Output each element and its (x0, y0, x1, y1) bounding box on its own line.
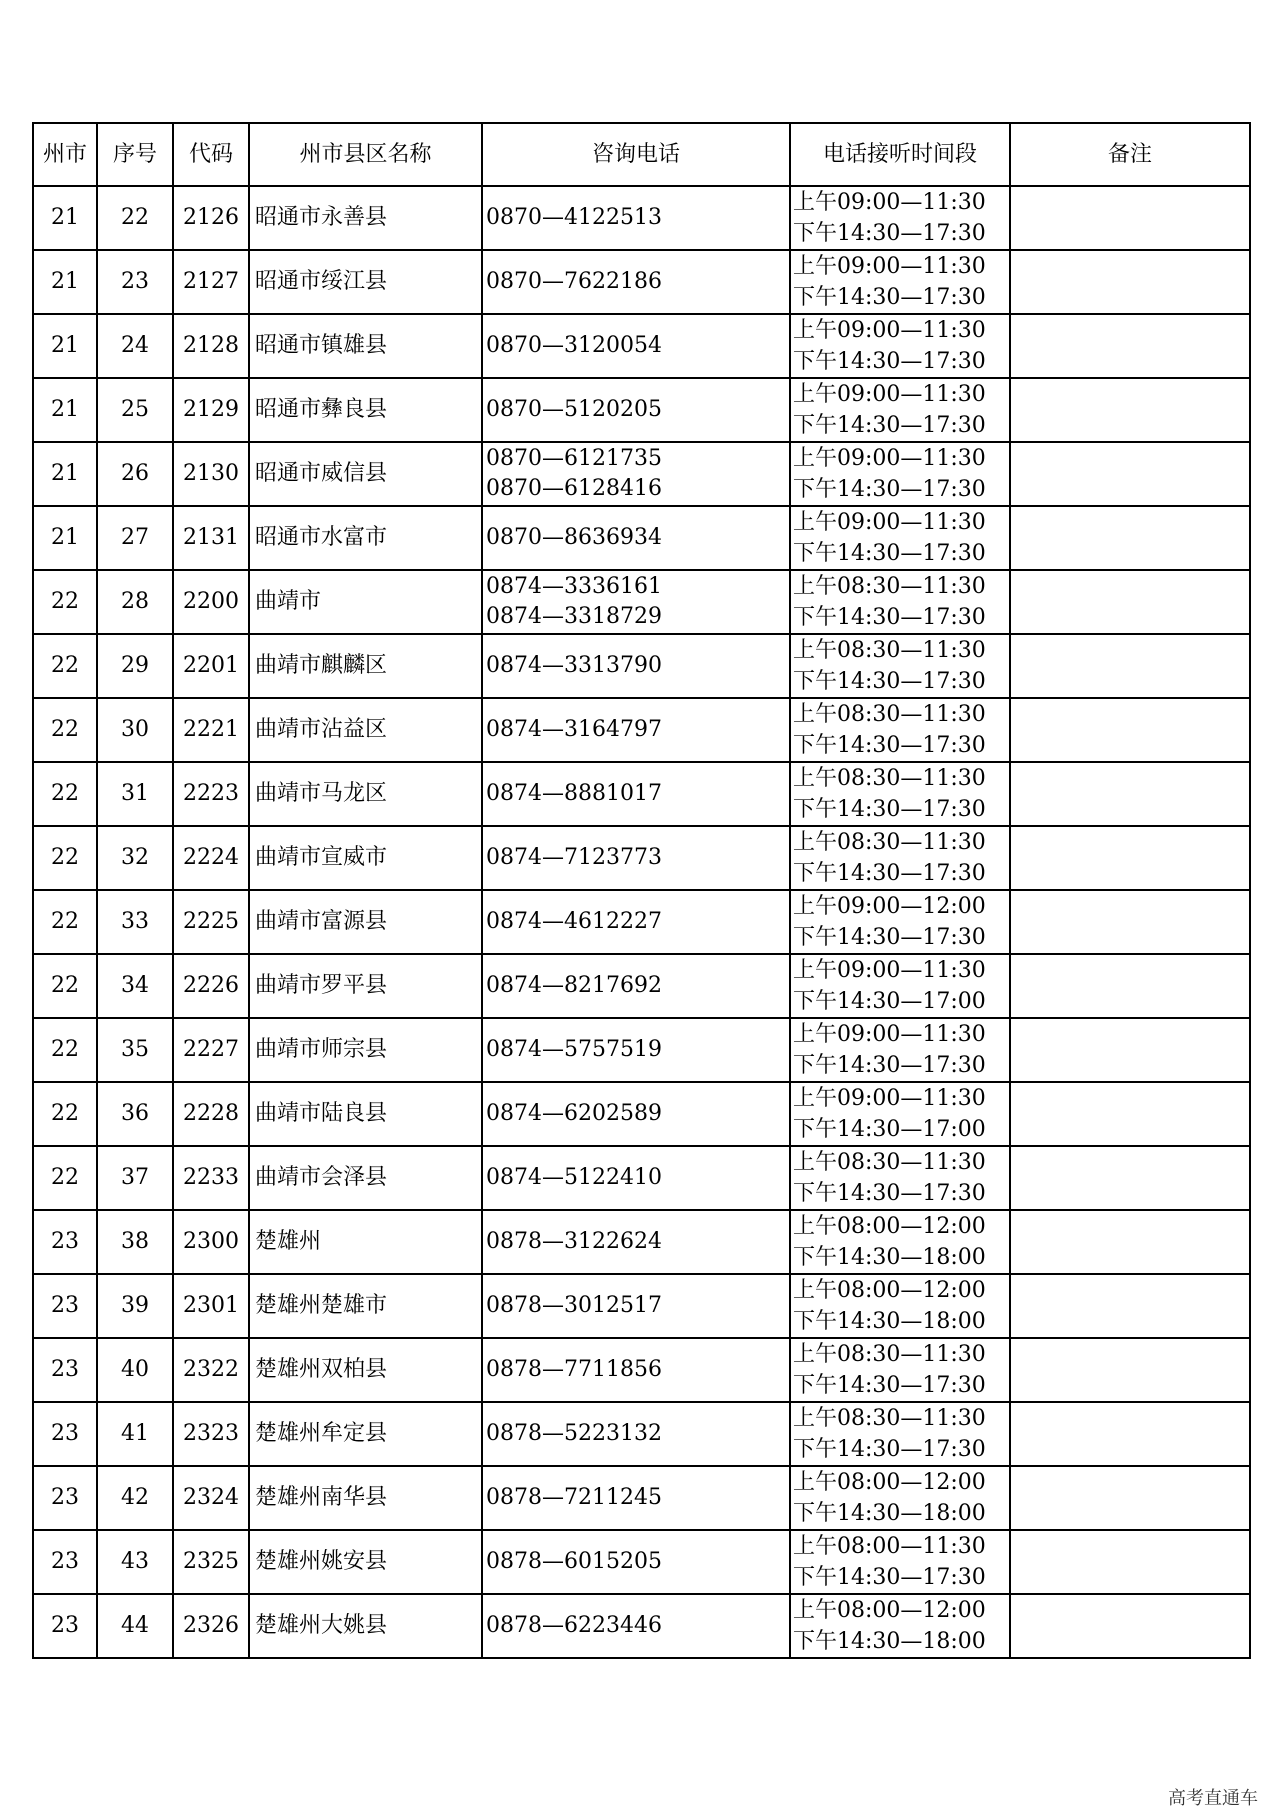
cell-time (790, 250, 1010, 314)
cell-phone (482, 1594, 790, 1658)
cell-phone (482, 314, 790, 378)
cell-xuhao: 37 (97, 1146, 173, 1210)
cell-xuhao: 22 (97, 186, 173, 250)
consultation-phone-table (32, 122, 1251, 1659)
cell-remark (1010, 1210, 1250, 1274)
cell-phone (482, 890, 790, 954)
cell-time (790, 1018, 1010, 1082)
table-row (33, 314, 1250, 378)
cell-name: 曲靖市罗平县 (249, 954, 482, 1018)
time-range: 下午14:30—18:00 (793, 1245, 986, 1270)
watermark: 高考直通车 (1168, 1788, 1258, 1809)
time-range: 下午14:30—17:30 (793, 1181, 986, 1206)
time-range: 上午08:30—11:30 (793, 1342, 986, 1367)
cell-xuhao: 23 (97, 250, 173, 314)
time-range: 下午14:30—17:30 (793, 221, 986, 246)
cell-xuhao: 36 (97, 1082, 173, 1146)
phone-number: 0878—3122624 (486, 1229, 662, 1254)
cell-time (790, 1146, 1010, 1210)
cell-name: 楚雄州大姚县 (249, 1594, 482, 1658)
cell-phone (482, 1082, 790, 1146)
cell-name: 楚雄州双柏县 (249, 1338, 482, 1402)
cell-zhoushi: 23 (33, 1530, 97, 1594)
cell-xuhao: 43 (97, 1530, 173, 1594)
phone-number: 0870—6121735 (486, 446, 662, 471)
table-header-row (33, 123, 1250, 186)
cell-phone (482, 1274, 790, 1338)
phone-number: 0878—3012517 (486, 1293, 662, 1318)
cell-xuhao: 28 (97, 570, 173, 634)
phone-number: 0878—7211245 (486, 1485, 662, 1510)
cell-daima: 2126 (173, 186, 249, 250)
cell-xuhao: 41 (97, 1402, 173, 1466)
cell-daima: 2228 (173, 1082, 249, 1146)
time-range: 下午14:30—17:30 (793, 349, 986, 374)
cell-remark (1010, 1402, 1250, 1466)
time-range: 上午09:00—11:30 (793, 1022, 986, 1047)
cell-phone (482, 1210, 790, 1274)
cell-daima: 2300 (173, 1210, 249, 1274)
cell-time (790, 890, 1010, 954)
cell-zhoushi: 23 (33, 1210, 97, 1274)
header-zhoushi: 州市 (33, 123, 97, 186)
cell-remark (1010, 378, 1250, 442)
cell-phone (482, 954, 790, 1018)
cell-name: 曲靖市陆良县 (249, 1082, 482, 1146)
cell-name: 曲靖市麒麟区 (249, 634, 482, 698)
cell-time (790, 954, 1010, 1018)
time-range: 上午08:30—11:30 (793, 638, 986, 663)
cell-daima: 2322 (173, 1338, 249, 1402)
time-range: 上午09:00—11:30 (793, 318, 986, 343)
phone-number: 0870—5120205 (486, 397, 662, 422)
cell-time (790, 1466, 1010, 1530)
phone-number: 0874—7123773 (486, 845, 662, 870)
cell-phone (482, 634, 790, 698)
header-phone: 咨询电话 (482, 123, 790, 186)
cell-phone (482, 1018, 790, 1082)
cell-name: 曲靖市师宗县 (249, 1018, 482, 1082)
header-name: 州市县区名称 (249, 123, 482, 186)
cell-xuhao: 32 (97, 826, 173, 890)
cell-name: 昭通市威信县 (249, 442, 482, 506)
cell-zhoushi: 21 (33, 186, 97, 250)
cell-time (790, 570, 1010, 634)
cell-zhoushi: 22 (33, 954, 97, 1018)
phone-number: 0878—7711856 (486, 1357, 662, 1382)
cell-remark (1010, 1082, 1250, 1146)
cell-daima: 2227 (173, 1018, 249, 1082)
time-range: 下午14:30—17:30 (793, 1373, 986, 1398)
cell-name: 曲靖市马龙区 (249, 762, 482, 826)
time-range: 下午14:30—18:00 (793, 1309, 986, 1334)
header-remark: 备注 (1010, 123, 1250, 186)
table-row (33, 1466, 1250, 1530)
cell-xuhao: 38 (97, 1210, 173, 1274)
cell-name: 曲靖市 (249, 570, 482, 634)
cell-daima: 2323 (173, 1402, 249, 1466)
table-row (33, 378, 1250, 442)
phone-number: 0878—6015205 (486, 1549, 662, 1574)
cell-phone (482, 442, 790, 506)
cell-time (790, 826, 1010, 890)
cell-daima: 2129 (173, 378, 249, 442)
time-range: 下午14:30—17:30 (793, 1565, 986, 1590)
time-range: 上午08:00—12:00 (793, 1278, 986, 1303)
time-range: 下午14:30—17:30 (793, 477, 986, 502)
time-range: 上午09:00—11:30 (793, 190, 986, 215)
cell-daima: 2326 (173, 1594, 249, 1658)
phone-number: 0874—4612227 (486, 909, 662, 934)
cell-phone (482, 1530, 790, 1594)
cell-zhoushi: 22 (33, 570, 97, 634)
cell-time (790, 698, 1010, 762)
time-range: 上午09:00—11:30 (793, 510, 986, 535)
cell-remark (1010, 186, 1250, 250)
phone-number: 0870—3120054 (486, 333, 662, 358)
cell-xuhao: 39 (97, 1274, 173, 1338)
header-daima: 代码 (173, 123, 249, 186)
cell-xuhao: 40 (97, 1338, 173, 1402)
phone-number: 0870—6128416 (486, 476, 662, 501)
cell-zhoushi: 21 (33, 506, 97, 570)
cell-name: 昭通市绥江县 (249, 250, 482, 314)
time-range: 下午14:30—17:30 (793, 1053, 986, 1078)
cell-zhoushi: 21 (33, 314, 97, 378)
cell-daima: 2233 (173, 1146, 249, 1210)
cell-phone (482, 762, 790, 826)
phone-number: 0870—4122513 (486, 205, 662, 230)
time-range: 上午09:00—11:30 (793, 958, 986, 983)
time-range: 上午09:00—11:30 (793, 446, 986, 471)
time-range: 下午14:30—18:00 (793, 1629, 986, 1654)
phone-number: 0878—5223132 (486, 1421, 662, 1446)
cell-time (790, 378, 1010, 442)
cell-zhoushi: 22 (33, 1082, 97, 1146)
cell-daima: 2223 (173, 762, 249, 826)
time-range: 上午08:00—12:00 (793, 1214, 986, 1239)
time-range: 上午08:30—11:30 (793, 574, 986, 599)
time-range: 下午14:30—17:30 (793, 925, 986, 950)
cell-phone (482, 1466, 790, 1530)
cell-xuhao: 34 (97, 954, 173, 1018)
cell-zhoushi: 21 (33, 250, 97, 314)
cell-time (790, 506, 1010, 570)
cell-name: 昭通市水富市 (249, 506, 482, 570)
cell-xuhao: 27 (97, 506, 173, 570)
table-row (33, 186, 1250, 250)
phone-number: 0874—3313790 (486, 653, 662, 678)
phone-number: 0874—6202589 (486, 1101, 662, 1126)
table-row (33, 762, 1250, 826)
cell-phone (482, 1402, 790, 1466)
time-range: 下午14:30—17:30 (793, 285, 986, 310)
time-range: 下午14:30—17:30 (793, 797, 986, 822)
cell-name: 楚雄州南华县 (249, 1466, 482, 1530)
cell-xuhao: 44 (97, 1594, 173, 1658)
cell-daima: 2325 (173, 1530, 249, 1594)
phone-number: 0874—3164797 (486, 717, 662, 742)
cell-time (790, 634, 1010, 698)
phone-number: 0878—6223446 (486, 1613, 662, 1638)
time-range: 上午09:00—12:00 (793, 894, 986, 919)
cell-phone (482, 378, 790, 442)
cell-remark (1010, 890, 1250, 954)
phone-number: 0874—3336161 (486, 574, 662, 599)
phone-number: 0874—8217692 (486, 973, 662, 998)
phone-number: 0874—8881017 (486, 781, 662, 806)
cell-daima: 2131 (173, 506, 249, 570)
cell-time (790, 442, 1010, 506)
header-time: 电话接听时间段 (790, 123, 1010, 186)
cell-time (790, 1594, 1010, 1658)
cell-zhoushi: 23 (33, 1466, 97, 1530)
cell-daima: 2224 (173, 826, 249, 890)
time-range: 下午14:30—17:30 (793, 733, 986, 758)
time-range: 下午14:30—17:30 (793, 1437, 986, 1462)
cell-name: 曲靖市会泽县 (249, 1146, 482, 1210)
table-row (33, 1530, 1250, 1594)
cell-time (790, 1402, 1010, 1466)
cell-xuhao: 30 (97, 698, 173, 762)
time-range: 上午08:30—11:30 (793, 1150, 986, 1175)
time-range: 上午08:00—12:00 (793, 1470, 986, 1495)
cell-name: 楚雄州楚雄市 (249, 1274, 482, 1338)
time-range: 上午08:00—11:30 (793, 1534, 986, 1559)
cell-xuhao: 29 (97, 634, 173, 698)
time-range: 上午09:00—11:30 (793, 1086, 986, 1111)
cell-phone (482, 1146, 790, 1210)
table-row (33, 1402, 1250, 1466)
cell-remark (1010, 314, 1250, 378)
cell-name: 昭通市永善县 (249, 186, 482, 250)
time-range: 下午14:30—17:30 (793, 541, 986, 566)
phone-number: 0874—3318729 (486, 604, 662, 629)
cell-xuhao: 25 (97, 378, 173, 442)
cell-zhoushi: 22 (33, 634, 97, 698)
cell-xuhao: 26 (97, 442, 173, 506)
cell-remark (1010, 570, 1250, 634)
cell-remark (1010, 634, 1250, 698)
cell-zhoushi: 22 (33, 698, 97, 762)
cell-zhoushi: 23 (33, 1274, 97, 1338)
phone-number: 0874—5122410 (486, 1165, 662, 1190)
cell-xuhao: 24 (97, 314, 173, 378)
time-range: 上午09:00—11:30 (793, 254, 986, 279)
time-range: 下午14:30—17:30 (793, 413, 986, 438)
cell-name: 曲靖市富源县 (249, 890, 482, 954)
cell-zhoushi: 22 (33, 890, 97, 954)
cell-zhoushi: 22 (33, 1146, 97, 1210)
cell-name: 楚雄州 (249, 1210, 482, 1274)
cell-phone (482, 570, 790, 634)
cell-phone (482, 826, 790, 890)
table-row (33, 1210, 1250, 1274)
table-row (33, 506, 1250, 570)
cell-zhoushi: 21 (33, 378, 97, 442)
phone-number: 0874—5757519 (486, 1037, 662, 1062)
cell-time (790, 186, 1010, 250)
cell-time (790, 762, 1010, 826)
cell-name: 楚雄州牟定县 (249, 1402, 482, 1466)
cell-xuhao: 33 (97, 890, 173, 954)
cell-zhoushi: 22 (33, 826, 97, 890)
cell-remark (1010, 698, 1250, 762)
cell-name: 昭通市彝良县 (249, 378, 482, 442)
phone-number: 0870—7622186 (486, 269, 662, 294)
table-row (33, 1082, 1250, 1146)
table-row (33, 890, 1250, 954)
cell-daima: 2225 (173, 890, 249, 954)
cell-remark (1010, 1530, 1250, 1594)
cell-remark (1010, 506, 1250, 570)
time-range: 下午14:30—17:30 (793, 861, 986, 886)
cell-zhoushi: 22 (33, 762, 97, 826)
cell-time (790, 1210, 1010, 1274)
table-row (33, 1274, 1250, 1338)
cell-remark (1010, 1594, 1250, 1658)
phone-number: 0870—8636934 (486, 525, 662, 550)
time-range: 上午08:30—11:30 (793, 766, 986, 791)
time-range: 上午08:30—11:30 (793, 1406, 986, 1431)
cell-remark (1010, 954, 1250, 1018)
table-row (33, 250, 1250, 314)
table-row (33, 954, 1250, 1018)
time-range: 下午14:30—17:30 (793, 669, 986, 694)
time-range: 下午14:30—17:30 (793, 605, 986, 630)
cell-time (790, 1338, 1010, 1402)
cell-remark (1010, 442, 1250, 506)
table-row (33, 570, 1250, 634)
cell-remark (1010, 250, 1250, 314)
cell-time (790, 1082, 1010, 1146)
cell-xuhao: 42 (97, 1466, 173, 1530)
cell-remark (1010, 762, 1250, 826)
table-row (33, 1146, 1250, 1210)
cell-daima: 2128 (173, 314, 249, 378)
cell-zhoushi: 23 (33, 1402, 97, 1466)
cell-daima: 2226 (173, 954, 249, 1018)
cell-phone (482, 506, 790, 570)
time-range: 上午08:00—12:00 (793, 1598, 986, 1623)
cell-remark (1010, 1274, 1250, 1338)
cell-time (790, 1530, 1010, 1594)
table-row (33, 634, 1250, 698)
cell-name: 曲靖市宣威市 (249, 826, 482, 890)
cell-daima: 2221 (173, 698, 249, 762)
cell-name: 曲靖市沾益区 (249, 698, 482, 762)
table-body (33, 186, 1250, 1658)
cell-daima: 2324 (173, 1466, 249, 1530)
cell-xuhao: 35 (97, 1018, 173, 1082)
time-range: 上午08:30—11:30 (793, 702, 986, 727)
cell-remark (1010, 826, 1250, 890)
cell-name: 楚雄州姚安县 (249, 1530, 482, 1594)
cell-phone (482, 186, 790, 250)
cell-daima: 2301 (173, 1274, 249, 1338)
cell-time (790, 314, 1010, 378)
cell-phone (482, 250, 790, 314)
cell-zhoushi: 23 (33, 1594, 97, 1658)
cell-phone (482, 1338, 790, 1402)
cell-remark (1010, 1338, 1250, 1402)
cell-zhoushi: 23 (33, 1338, 97, 1402)
time-range: 上午09:00—11:30 (793, 382, 986, 407)
table-row (33, 1018, 1250, 1082)
cell-daima: 2127 (173, 250, 249, 314)
table-row (33, 826, 1250, 890)
cell-remark (1010, 1466, 1250, 1530)
time-range: 上午08:30—11:30 (793, 830, 986, 855)
cell-zhoushi: 21 (33, 442, 97, 506)
time-range: 下午14:30—17:00 (793, 989, 986, 1014)
cell-xuhao: 31 (97, 762, 173, 826)
cell-name: 昭通市镇雄县 (249, 314, 482, 378)
cell-phone (482, 698, 790, 762)
time-range: 下午14:30—17:00 (793, 1117, 986, 1142)
header-xuhao: 序号 (97, 123, 173, 186)
table-row (33, 442, 1250, 506)
cell-remark (1010, 1018, 1250, 1082)
cell-remark (1010, 1146, 1250, 1210)
cell-daima: 2200 (173, 570, 249, 634)
cell-daima: 2130 (173, 442, 249, 506)
table-row (33, 1594, 1250, 1658)
table-row (33, 698, 1250, 762)
cell-daima: 2201 (173, 634, 249, 698)
cell-zhoushi: 22 (33, 1018, 97, 1082)
time-range: 下午14:30—18:00 (793, 1501, 986, 1526)
cell-time (790, 1274, 1010, 1338)
table-row (33, 1338, 1250, 1402)
